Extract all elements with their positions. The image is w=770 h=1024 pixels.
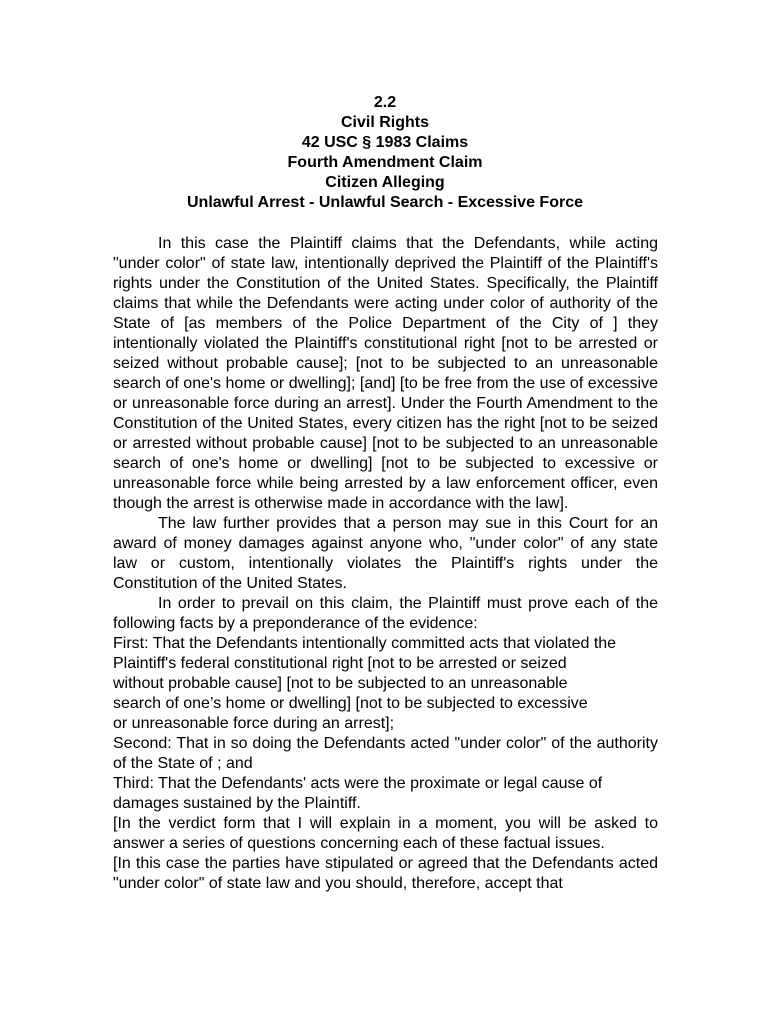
element-third-line: Third: That the Defendants' acts were the proximate or legal cause of xyxy=(113,775,603,792)
instruction-body xyxy=(113,234,658,894)
paragraph-stipulation: [In this case the parties have stipulated or agreed that the Defendants acted "under color" of state law and you should, therefore, accept that xyxy=(113,855,658,892)
section-number: 2.2 xyxy=(373,94,397,111)
heading-allegations: Unlawful Arrest - Unlawful Search - Excessive Force xyxy=(187,194,583,211)
heading-statute: 42 USC § 1983 Claims xyxy=(301,134,469,151)
element-first-line: without probable cause] [not to be subjected to an unreasonable xyxy=(113,675,568,692)
element-third xyxy=(113,774,658,814)
element-first-line: or unreasonable force during an arrest]; xyxy=(113,715,395,732)
instruction-heading xyxy=(0,93,770,213)
heading-topic: Civil Rights xyxy=(340,114,429,131)
paragraph-law-provides: The law further provides that a person may sue in this Court for an award of money damages against anyone who, "under color" of any state law or custom, intentionally violates the Plaintiff's rights under the Constitution of the United States. xyxy=(113,515,658,592)
element-third-line: damages sustained by the Plaintiff. xyxy=(113,795,361,812)
element-first xyxy=(113,634,658,734)
element-second: Second: That in so doing the Defendants acted "under color" of the authority of the State of ; and xyxy=(113,735,658,772)
paragraph-claim-description: In this case the Plaintiff claims that the Defendants, while acting "under color" of state law, intentionally deprived the Plaintiff of the Plaintiff's rights under the Constitution of the United States. Specifically, the Plaintiff claims that while the Defendants were acting under color of authority of the State of [as members of the Police Department of the City of ] they intentionally violated the Plaintiff's constitutional right [not to be arrested or seized without probable cause]; [not to be subjected to an unreasonable search of one's home or dwelling]; [and] [to be free from the use of excessive or unreasonable force during an arrest]. Under the Fourth Amendment to the Constitution of the United States, every citizen has the right [not to be seized or arrested without probable cause] [not to be subjected to an unreasonable search of one's home or dwelling] [not to be subjected to excessive or unreasonable force while being arrested by a law enforcement officer, even though the arrest is otherwise made in accordance with the law]. xyxy=(113,235,658,512)
paragraph-verdict-form: [In the verdict form that I will explain in a moment, you will be asked to answer a series of questions concerning each of these factual issues. xyxy=(113,815,658,852)
paragraph-elements-intro: In order to prevail on this claim, the Plaintiff must prove each of the following facts by a preponderance of the evidence: xyxy=(113,595,658,632)
heading-party: Citizen Alleging xyxy=(325,174,445,191)
element-first-line: First: That the Defendants intentionally committed acts that violated the xyxy=(113,635,617,652)
heading-claim: Fourth Amendment Claim xyxy=(287,154,483,171)
element-first-line: search of one’s home or dwelling] [not to be subjected to excessive xyxy=(113,695,588,712)
element-first-line: Plaintiff's federal constitutional right [not to be arrested or seized xyxy=(113,655,567,672)
